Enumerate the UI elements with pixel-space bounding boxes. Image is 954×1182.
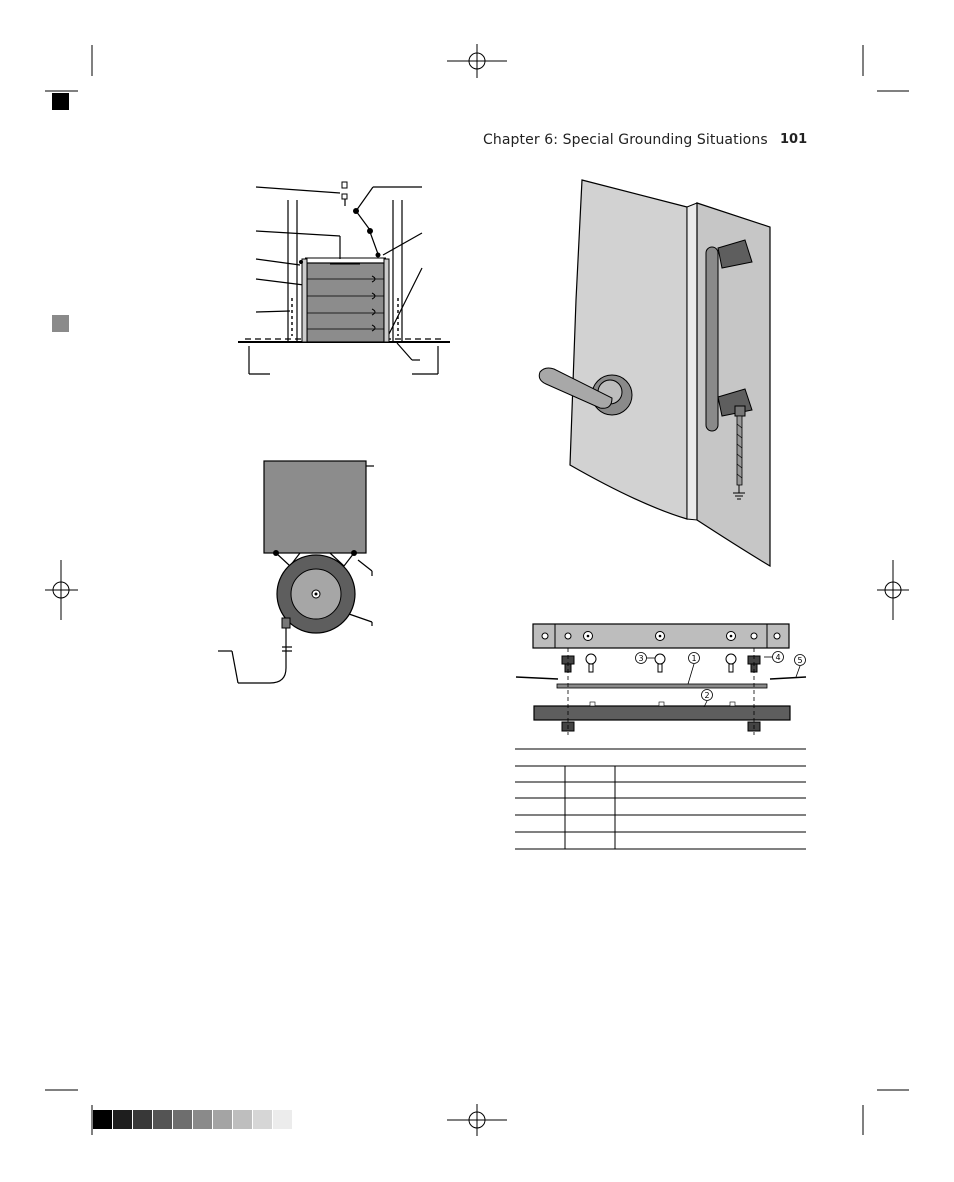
color-swatch: [133, 1110, 152, 1129]
color-swatch: [253, 1110, 272, 1129]
color-swatch: [113, 1110, 132, 1129]
color-swatch: [273, 1110, 292, 1129]
color-swatch: [193, 1110, 212, 1129]
color-swatch: [173, 1110, 192, 1129]
color-swatch: [153, 1110, 172, 1129]
chapter-title: Chapter 6: Special Grounding Situations: [483, 132, 768, 148]
callout-2: 2: [704, 691, 710, 700]
color-swatch: [93, 1110, 112, 1129]
page-number: 101: [780, 132, 808, 147]
color-swatch: [213, 1110, 232, 1129]
callout-5: 5: [797, 656, 803, 665]
callout-4: 4: [775, 653, 781, 662]
color-swatch: [233, 1110, 252, 1129]
callout-1: 1: [691, 654, 697, 663]
callout-3: 3: [638, 654, 644, 663]
